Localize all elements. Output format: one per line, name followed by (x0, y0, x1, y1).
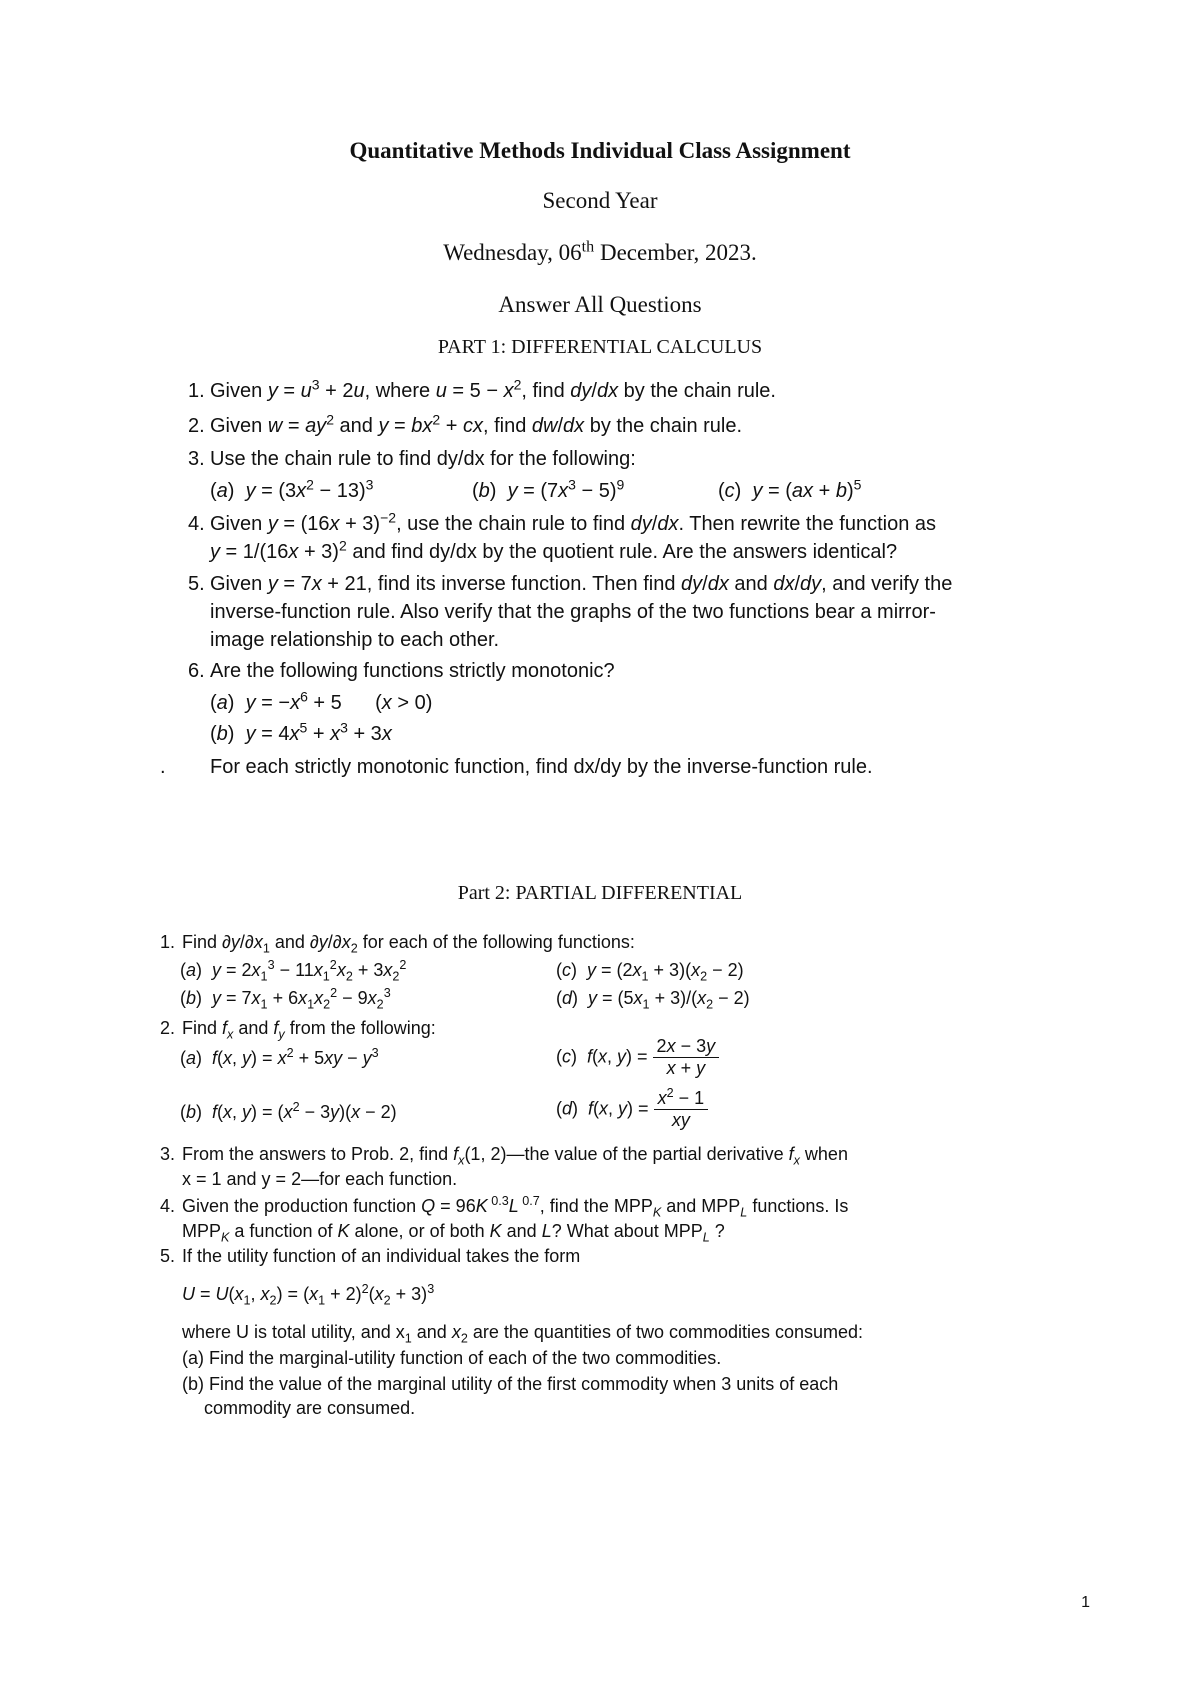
document-page: Quantitative Methods Individual Class Assignment Second Year Wednesday, 06th December, 2023. Answer All Questions PART 1: DIFFERENTIAL CALCULUS 1. Given $y = u^3 + 2u$, where $u = 5 - x^2$, find dy/dx by the chain rule. 2. Given $w = ay^2$ and $y = bx^2$ + cx, find dw/dx by the chain rule. 3. Use the chain rule to find dy/dx for the following: (a) $y = (3x^2 - 13)^3$ (b) $y = (7x^3 - 5)^9$ (c) y = (ax + b)$^5$ 4. Given $y = (16x + 3)^{-2}$, use the chain rule to find dy/dx. Then rewrite the function as $y = 1/(16x + 3)^2$ and find dy/dx by the quotient rule. Are the answers identical? 5. Given y = 7x + 21, find its inverse function. Then find dy/dx and dx/dy, and verify the inverse-function rule. Also verify that the graphs of the two functions bear a mirror- image relationship to each other. 6. Are the following functions strictly monotonic? (a) $y = -x^6 + 5$ (x > 0) (b) $y = 4x^5 + x^3 + 3x$ . For each strictly monotonic function, find dx/dy by the inverse-function rule. Part 2: PARTIAL DIFFERENTIAL 1. Find $\partial y/\partial x_1$ and $\partial y/\partial x_2$ for each of the following functions: (a) $y = 2x_1^3 - 11x_1^2x_2 + 3x_2^2$ (c) $y = (2x_1 + 3)(x_2 - 2)$ (b) $y = 7x_1 + 6x_1x_2^2 - 9x_2^3$ (d) $y = (5x_1 + 3)/(x_2 - 2)$ 2. Find $f_x$ and $f_y$ from the following: (a) f(x, $y) = x^2 + 5xy - y^3$ (c) f(x, y) = $\frac{2x - 3y}{x + y}$ (b) f(x, $y) = (x^2 - 3y)(x - 2)$ (d) f(x, y) = $\frac{x^2 - 1}{xy}$ 3. From the answers to Prob. 2, find $f_x(1$, 2)—the value of the partial derivative $f_x$ when x = 1 and y = 2—for each function. 4. Given the production function Q = 96K $^{0.3}$L $^{0.7}$, find the $MPP_K$ and $MPP_L$ functions. Is $MPP_K$ a function of K alone, or of both K and L? What about $MPP_L$ ? 5. If the utility function of an individual takes the form $U = U(x_1$, $x_2) = (x_1 + 2)^2(x_2 + 3)^3$ where U is total utility, and $x_1$ and $x_2$ are the quantities of two commodities consumed: (a) Find the marginal-utility function of each of the two commodities. (b) Find the value of the marginal utility of the first commodity when 3 units of each commodity are consumed. 1 (0, 0, 1200, 1696)
part2-heading: Part 2: PARTIAL DIFFERENTIAL (457, 882, 743, 904)
document-title: Quantitative Methods Individual Class Assignment (349, 138, 851, 163)
instruction-line: Answer All Questions (498, 292, 702, 317)
year-line: Second Year (542, 188, 658, 213)
part1-heading: PART 1: DIFFERENTIAL CALCULUS (437, 336, 763, 358)
date-line: Wednesday, 06th December, 2023. (443, 238, 757, 265)
page-number: 1 (1081, 1594, 1090, 1611)
